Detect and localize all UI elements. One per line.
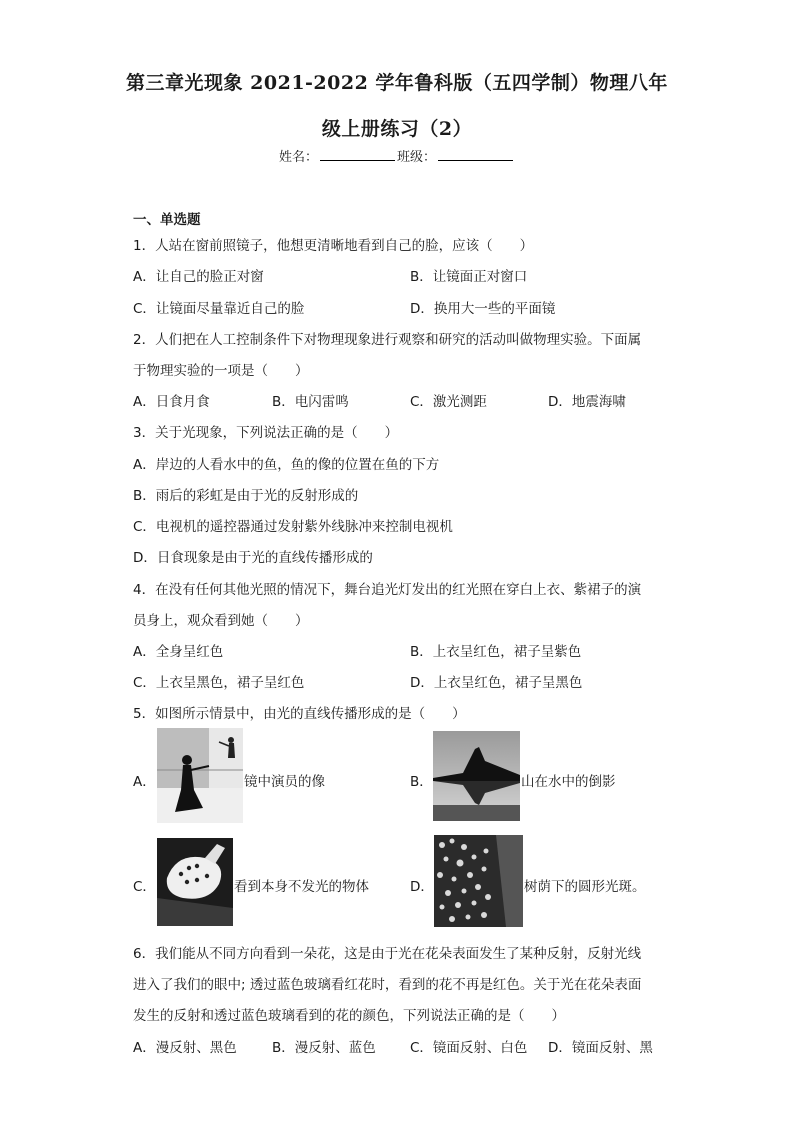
q5-option-a-label: A． — [133, 774, 156, 790]
q2-option-d: D．地震海啸 — [548, 394, 626, 410]
dancer-mirror-image — [157, 728, 243, 823]
q4-option-c: C．上衣呈黑色，裙子呈红色 — [133, 675, 305, 691]
doc-title-line1: 第三章光现象 2021-2022 学年鲁科版（五四学制）物理八年 — [126, 72, 668, 94]
q4-stem-line2: 员身上，观众看到她（ ） — [133, 613, 309, 629]
q5-option-c-label: C． — [133, 879, 156, 895]
student-info — [0, 146, 794, 165]
q5-option-c-caption: 看到本身不发光的物体 — [234, 879, 369, 895]
q3-stem: 3．关于光现象，下列说法正确的是（ ） — [133, 425, 399, 441]
q5-option-d-caption: 树荫下的圆形光斑。 — [524, 879, 646, 895]
q2-option-a: A．日食月食 — [133, 394, 210, 410]
q6-option-c: C．镜面反射、白色 — [410, 1040, 528, 1056]
name-label: 姓名： — [278, 150, 318, 165]
section-title: 一、单选题 — [133, 212, 201, 228]
class-blank[interactable] — [438, 148, 513, 161]
q5-option-a-caption: 镜中演员的像 — [244, 774, 325, 790]
q6-option-b: B．漫反射、蓝色 — [272, 1040, 376, 1056]
q6-stem-line3: 发生的反射和透过蓝色玻璃看到的花的颜色，下列说法正确的是（ ） — [133, 1008, 565, 1024]
doc-title-line2: 级上册练习（2） — [321, 118, 473, 140]
q6-stem-line2: 进入了我们的眼中; 透过蓝色玻璃看红花时，看到的花不再是红色。关于光在花朵表面 — [133, 977, 642, 993]
q5-stem: 5．如图所示情景中，由光的直线传播形成的是（ ） — [133, 706, 466, 722]
q1-option-d: D．换用大一些的平面镜 — [410, 301, 556, 317]
q3-option-d: D．日食现象是由于光的直线传播形成的 — [133, 550, 373, 566]
tree-shade-light-spots-image — [434, 835, 523, 927]
mountain-reflection-image — [433, 731, 520, 821]
q2-option-b: B．电闪雷鸣 — [272, 394, 349, 410]
q1-stem: 1．人站在窗前照镜子，他想更清晰地看到自己的脸，应该（ ） — [133, 238, 534, 254]
q1-option-c: C．让镜面尽量靠近自己的脸 — [133, 301, 305, 317]
q2-stem-line2: 于物理实验的一项是（ ） — [133, 363, 309, 379]
q1-option-b: B．让镜面正对窗口 — [410, 269, 528, 285]
class-label: 班级： — [397, 150, 437, 165]
q2-stem-line1: 2．人们把在人工控制条件下对物理现象进行观察和研究的活动叫做物理实验。下面属 — [133, 332, 642, 348]
q6-option-d: D．镜面反射、黑 — [548, 1040, 653, 1056]
q5-option-d-label: D． — [410, 879, 434, 895]
ocarina-image — [157, 838, 233, 926]
q6-stem-line1: 6．我们能从不同方向看到一朵花，这是由于光在花朵表面发生了某种反射，反射光线 — [133, 946, 642, 962]
q3-option-b: B．雨后的彩虹是由于光的反射形成的 — [133, 488, 359, 504]
q3-option-a: A．岸边的人看水中的鱼，鱼的像的位置在鱼的下方 — [133, 457, 440, 473]
q4-option-d: D．上衣呈红色，裙子呈黑色 — [410, 675, 583, 691]
q1-option-a: A．让自己的脸正对窗 — [133, 269, 264, 285]
q5-option-b-caption: 山在水中的倒影 — [521, 774, 616, 790]
q5-option-b-label: B． — [410, 774, 433, 790]
q2-option-c: C．激光测距 — [410, 394, 487, 410]
q4-option-a: A．全身呈红色 — [133, 644, 224, 660]
name-blank[interactable] — [320, 148, 395, 161]
q4-stem-line1: 4．在没有任何其他光照的情况下，舞台追光灯发出的红光照在穿白上衣、紫裙子的演 — [133, 582, 642, 598]
q6-option-a: A．漫反射、黑色 — [133, 1040, 237, 1056]
q4-option-b: B．上衣呈红色，裙子呈紫色 — [410, 644, 582, 660]
q3-option-c: C．电视机的遥控器通过发射紫外线脉冲来控制电视机 — [133, 519, 453, 535]
